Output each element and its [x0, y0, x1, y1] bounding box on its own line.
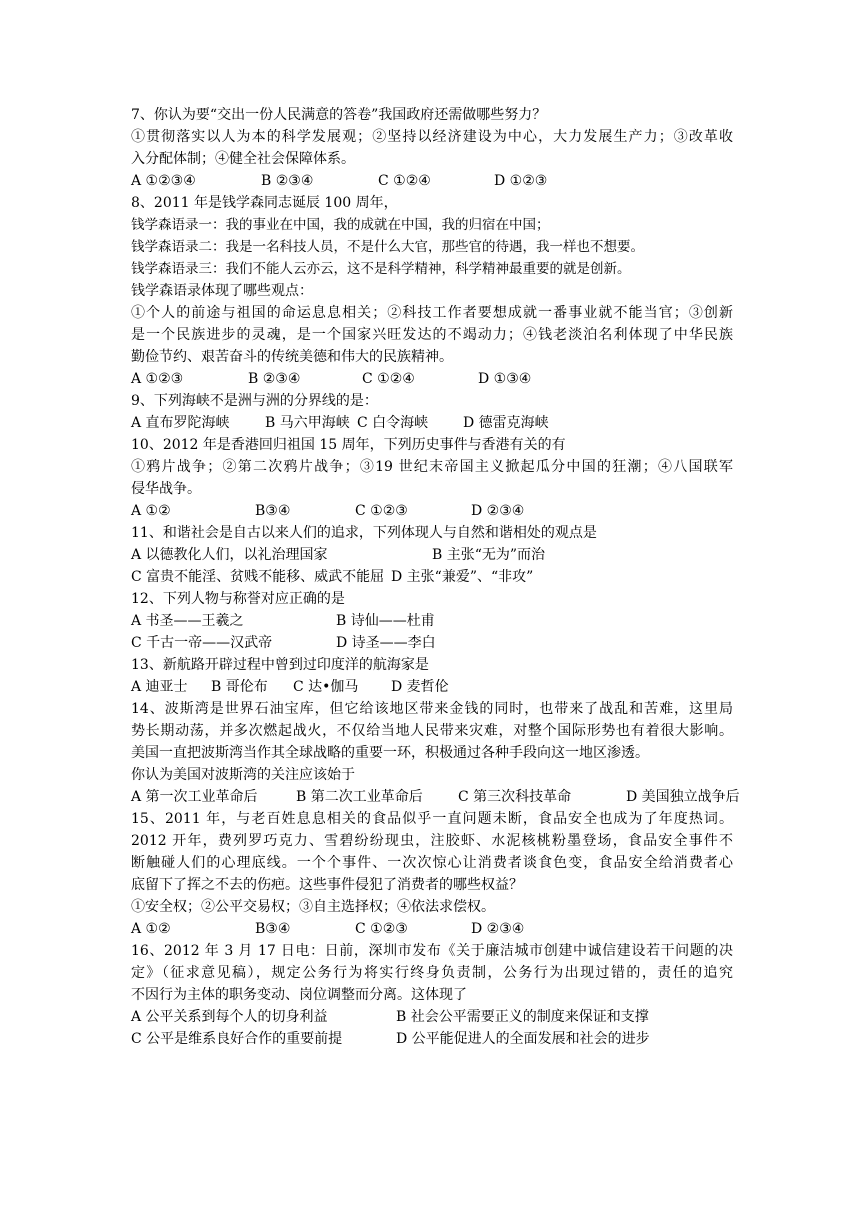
q8-option-c: C ①②④ — [362, 371, 415, 387]
q8-quote-3: 钱学森语录三：我们不能人云亦云，这不是科学精神，科学精神最重要的就是创新。 — [131, 261, 631, 277]
q10-option-a: A ①② — [131, 503, 171, 519]
q8-stem: 8、2011 年是钱学森同志诞辰 100 周年， — [131, 195, 398, 211]
q9-option-c: C 白令海峡 — [357, 415, 429, 431]
q8-statement-line-3: 勤俭节约、艰苦奋斗的传统美德和伟大的民族精神。 — [131, 349, 453, 365]
q14-options — [131, 786, 740, 808]
q16-options-row-2 — [131, 1028, 733, 1050]
q11-option-b: B 主张“无为”而治 — [432, 547, 546, 563]
q9-stem: 9、下列海峡不是洲与洲的分界线的是： — [131, 393, 378, 409]
q7-option-c: C ①②④ — [378, 173, 431, 189]
q12-options-row-1 — [131, 610, 733, 632]
q15-options — [131, 918, 733, 940]
q13-options — [131, 676, 733, 698]
q10-option-c: C ①②③ — [355, 503, 408, 519]
q16-option-a: A 公平关系到每个人的切身利益 — [131, 1009, 328, 1025]
q8-option-b: B ②③④ — [248, 371, 301, 387]
q11-stem: 11、和谐社会是自古以来人们的追求，下列体现人与自然和谐相处的观点是 — [131, 525, 597, 541]
q11-options-row-1 — [131, 544, 733, 566]
q7-stem: 7、你认为要“交出一份人民满意的答卷”我国政府还需做哪些努力？ — [131, 107, 547, 123]
q12-option-b: B 诗仙——杜甫 — [336, 613, 435, 629]
q8-options — [131, 368, 733, 390]
q13-option-c: C 达•伽马 — [293, 679, 359, 695]
q14-stem-line-3: 美国一直把波斯湾当作其全球战略的重要一环，积极通过各种手段向这一地区渗透。 — [131, 745, 649, 761]
q13-option-a: A 迪亚士 — [131, 679, 188, 695]
q7-statement-line-2: 入分配体制；④健全社会保障体系。 — [131, 151, 355, 167]
q15-option-b: B③④ — [255, 921, 291, 937]
q14-option-a: A 第一次工业革命后 — [131, 789, 258, 805]
q9-option-b: B 马六甲海峡 — [265, 415, 350, 431]
q7-option-b: B ②③④ — [261, 173, 314, 189]
q10-option-b: B③④ — [255, 503, 291, 519]
q11-option-a: A 以德教化人们，以礼治理国家 — [131, 547, 328, 563]
q12-stem: 12、下列人物与称誉对应正确的是 — [131, 591, 345, 607]
q14-option-b: B 第二次工业革命后 — [296, 789, 423, 805]
q8-quote-1: 钱学森语录一：我的事业在中国，我的成就在中国，我的归宿在中国； — [131, 217, 550, 233]
q10-option-d: D ②③④ — [471, 503, 525, 519]
q11-options-row-2 — [131, 566, 733, 588]
q14-ask: 你认为美国对波斯湾的关注应该始于 — [131, 767, 355, 783]
q14-stem-line-1: 14、波斯湾是世界石油宝库，但它给该地区带来金钱的同时，也带来了战乱和苦难，这里局 — [131, 701, 733, 717]
q8-statement-line-1: ①个人的前途与祖国的命运息息相关；②科技工作者要想成就一番事业就不能当官；③创新 — [131, 305, 733, 321]
q12-options-row-2 — [131, 632, 733, 654]
q8-option-a: A ①②③ — [131, 371, 184, 387]
q8-quote-2: 钱学森语录二：我是一名科技人员，不是什么大官，那些官的待遇，我一样也不想要。 — [131, 239, 644, 255]
q10-options — [131, 500, 733, 522]
q10-stem: 10、2012 年是香港回归祖国 15 周年，下列历史事件与香港有关的有 — [131, 437, 566, 453]
q9-option-a: A 直布罗陀海峡 — [131, 415, 230, 431]
q8-statement-line-2: 是一个民族进步的灵魂，是一个国家兴旺发达的不竭动力；④钱老淡泊名利体现了中华民族 — [131, 327, 733, 343]
q7-option-a: A ①②③④ — [131, 173, 196, 189]
q7-option-d: D ①②③ — [494, 173, 548, 189]
q16-option-b: B 社会公平需要正义的制度来保证和支撑 — [396, 1009, 649, 1025]
q10-statement-line-2: 侵华战争。 — [131, 481, 201, 497]
q16-option-c: C 公平是维系良好合作的重要前提 — [131, 1031, 343, 1047]
q9-option-d: D 德雷克海峡 — [463, 415, 549, 431]
q15-stem-line-3: 断触碰人们的心理底线。一个个事件、一次次惊心让消费者谈食色变，食品安全给消费者心 — [131, 855, 733, 871]
q8-option-d: D ①③④ — [478, 371, 532, 387]
question-list — [131, 104, 740, 1050]
q14-option-d: D 美国独立战争后 — [626, 789, 740, 805]
q11-option-d: D 主张“兼爱”、“非攻” — [391, 569, 534, 585]
q15-option-a: A ①② — [131, 921, 171, 937]
q10-statement-line-1: ①鸦片战争；②第二次鸦片战争；③19 世纪末帝国主义掀起瓜分中国的狂潮；④八国联军 — [131, 459, 733, 475]
q13-option-d: D 麦哲伦 — [391, 679, 449, 695]
q12-option-a: A 书圣——王羲之 — [131, 613, 244, 629]
q16-options-row-1 — [131, 1006, 733, 1028]
q9-options — [131, 412, 733, 434]
q8-ask: 钱学森语录体现了哪些观点： — [131, 283, 313, 299]
q15-option-d: D ②③④ — [471, 921, 525, 937]
q15-stem-line-2: 2012 开年，费列罗巧克力、雪碧纷纷现虫，注胶虾、水泥核桃粉墨登场，食品安全事件不 — [131, 833, 733, 849]
q14-option-c: C 第三次科技革命 — [458, 789, 572, 805]
q16-stem-line-3: 不因行为主体的职务变动、岗位调整而分离。这体现了 — [131, 987, 467, 1003]
q13-stem: 13、新航路开辟过程中曾到过印度洋的航海家是 — [131, 657, 429, 673]
q15-stem-line-4: 底留下了挥之不去的伤疤。这些事件侵犯了消费者的哪些权益？ — [131, 877, 523, 893]
q16-stem-line-2: 定》（征求意见稿），规定公务行为将实行终身负责制，公务行为出现过错的，责任的追究 — [131, 965, 733, 981]
q13-option-b: B 哥伦布 — [211, 679, 268, 695]
q11-option-c: C 富贵不能淫、贫贱不能移、威武不能屈 — [131, 569, 385, 585]
q7-statement-line-1: ①贯彻落实以人为本的科学发展观；②坚持以经济建设为中心，大力发展生产力；③改革收 — [131, 129, 733, 145]
q12-option-c: C 千古一帝——汉武帝 — [131, 635, 273, 651]
q15-statement: ①安全权；②公平交易权；③自主选择权；④依法求偿权。 — [131, 899, 495, 915]
q15-option-c: C ①②③ — [355, 921, 408, 937]
q16-option-d: D 公平能促进人的全面发展和社会的进步 — [396, 1031, 650, 1047]
q16-stem-line-1: 16、2012 年 3 月 17 日电：日前，深圳市发布《关于廉洁城市创建中诚信建设若干问题的决 — [131, 943, 733, 959]
q14-stem-line-2: 势长期动荡，并多次燃起战火，不仅给当地人民带来灾难，对整个国际形势也有着很大影响。 — [131, 723, 733, 739]
q7-options — [131, 170, 733, 192]
q15-stem-line-1: 15、2011 年，与老百姓息息相关的食品似乎一直问题未断，食品安全也成为了年度热词。 — [131, 811, 733, 827]
q12-option-d: D 诗圣——李白 — [336, 635, 436, 651]
